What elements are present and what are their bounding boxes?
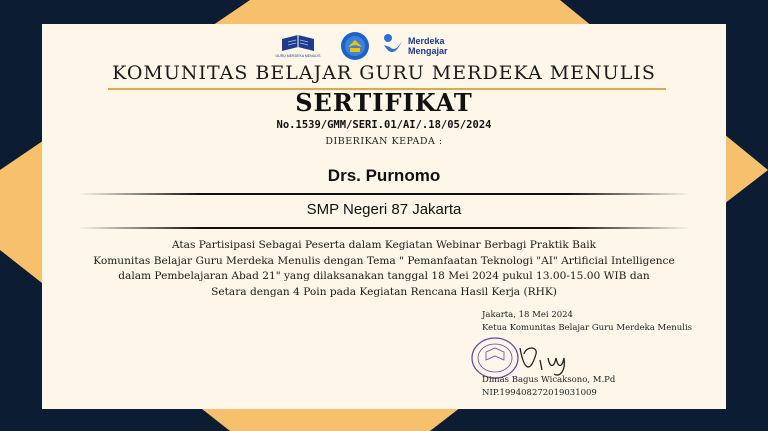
- komunitas-logo-icon: [268, 31, 328, 61]
- body-line: Setara dengan 4 Poin pada Kegiatan Rencana Hasil Kerja (RHK): [211, 285, 557, 298]
- recipient-name: Drs. Purnomo: [327, 166, 441, 185]
- school-underline: [78, 227, 690, 229]
- merdeka-text: Merdeka: [408, 36, 445, 46]
- signature-role: Ketua Komunitas Belajar Guru Merdeka Menulis: [482, 323, 693, 333]
- given-to-label: DIBERIKAN KEPADA :: [325, 136, 443, 147]
- body-line: Atas Partisipasi Sebagai Peserta dalam Kegiatan Webinar Berbagi Praktik Baik: [171, 239, 597, 251]
- mengajar-text: Mengajar: [408, 46, 448, 56]
- certificate-number: No.1539/GMM/SERI.01/AI/.18/05/2024: [276, 119, 492, 131]
- name-underline: [78, 193, 690, 195]
- handwritten-signature-icon: [514, 340, 584, 380]
- signature-place-date: Jakarta, 18 Mei 2024: [482, 310, 573, 320]
- logo-caption: GURU MERDEKA MENULIS: [275, 54, 321, 58]
- merdeka-mengajar-logo: [382, 33, 448, 59]
- certificate-title: SERTIFIKAT: [295, 88, 473, 117]
- certificate-body: [50, 238, 718, 300]
- body-line: Komunitas Belajar Guru Merdeka Menulis dengan Tema " Pemanfaatan Teknologi "AI" Artificial Intelligence: [93, 254, 675, 267]
- tut-wuri-handayani-icon: [336, 31, 374, 61]
- merdeka-mengajar-icon: [382, 33, 404, 59]
- signatory-nip: NIP.199408272019031009: [482, 388, 597, 398]
- logo-row: [268, 30, 448, 62]
- organization-name: KOMUNITAS BELAJAR GURU MERDEKA MENULIS: [112, 62, 656, 84]
- recipient-school: SMP Negeri 87 Jakarta: [306, 201, 462, 218]
- signatory-name: Dimas Bagus Wicaksono, M.Pd: [482, 375, 616, 385]
- body-line: dalam Pembelajaran Abad 21" yang dilaksanakan tanggal 18 Mei 2024 pukul 13.00-15.00 WIB dan: [118, 270, 650, 282]
- official-stamp-icon: [470, 336, 520, 380]
